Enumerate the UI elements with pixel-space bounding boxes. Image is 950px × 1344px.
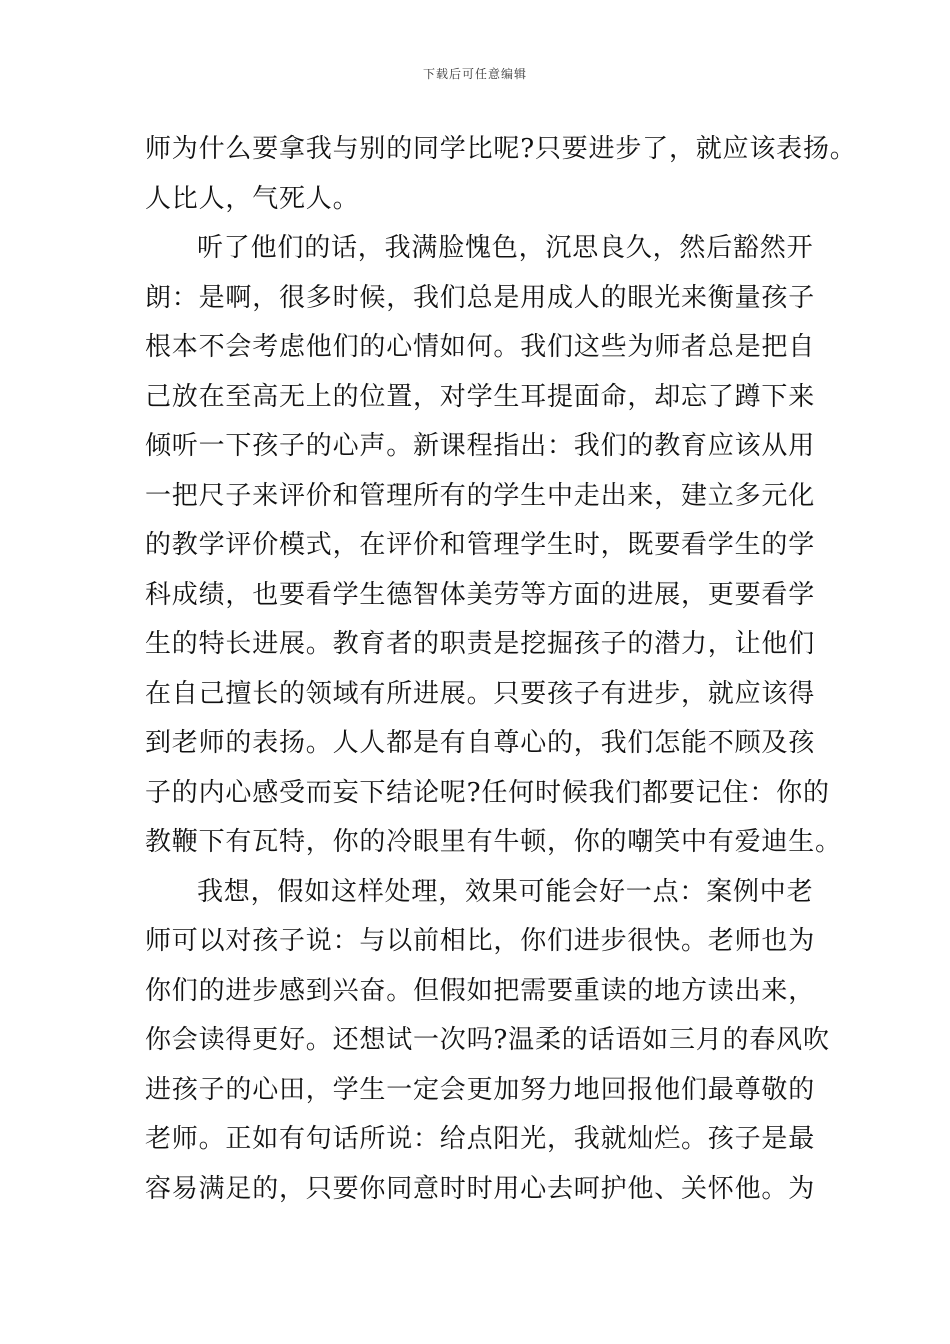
paragraph-start-line: 我想，假如这样处理，效果可能会好一点：案例中老 [197, 876, 814, 907]
text-line: 己放在至高无上的位置，对学生耳提面命，却忘了蹲下来 [145, 381, 816, 412]
text-line: 老师。正如有句话所说：给点阳光，我就灿烂。孩子是最 [145, 1124, 816, 1154]
text-line: 师可以对孩子说：与以前相比，你们进步很快。老师也为 [145, 926, 816, 956]
text-line: 的教学评价模式，在评价和管理学生时，既要看学生的学 [145, 530, 816, 560]
page-header: 下载后可任意编辑 [422, 67, 527, 81]
text-line: 子的内心感受而妄下结论呢?任何时候我们都要记住：你的 [145, 777, 830, 808]
text-line: 你会读得更好。还想试一次吗?温柔的话语如三月的春风吹 [145, 1025, 830, 1055]
text-line: 在自己擅长的领域有所进展。只要孩子有进步，就应该得 [145, 678, 816, 709]
text-line: 一把尺子来评价和管理所有的学生中走出来，建立多元化 [145, 480, 816, 511]
text-line: 容易满足的，只要你同意时时用心去呵护他、关怀他。为 [145, 1173, 816, 1204]
text-line: 生的特长进展。教育者的职责是挖掘孩子的潜力，让他们 [145, 629, 816, 659]
text-line: 师为什么要拿我与别的同学比呢?只要进步了，就应该表扬。 [145, 134, 857, 164]
text-line: 科成绩，也要看学生德智体美劳等方面的进展，更要看学 [145, 579, 816, 610]
text-line: 你们的进步感到兴奋。但假如把需要重读的地方读出来， [145, 975, 816, 1006]
text-line: 根本不会考虑他们的心情如何。我们这些为师者总是把自 [145, 332, 816, 362]
paragraph-start-line: 听了他们的话，我满脸愧色，沉思良久，然后豁然开 [197, 233, 814, 263]
text-line: 倾听一下孩子的心声。新课程指出：我们的教育应该从用 [145, 431, 816, 461]
text-line: 进孩子的心田，学生一定会更加努力地回报他们最尊敬的 [145, 1074, 816, 1105]
text-line: 教鞭下有瓦特，你的冷眼里有牛顿，你的嘲笑中有爱迪生。 [145, 827, 842, 857]
text-line: 人比人，气死人。 [145, 183, 360, 214]
text-line: 到老师的表扬。人人都是有自尊心的，我们怎能不顾及孩 [145, 728, 816, 758]
body-text [145, 125, 857, 1214]
text-line: 朗：是啊，很多时候，我们总是用成人的眼光来衡量孩子 [145, 282, 816, 313]
